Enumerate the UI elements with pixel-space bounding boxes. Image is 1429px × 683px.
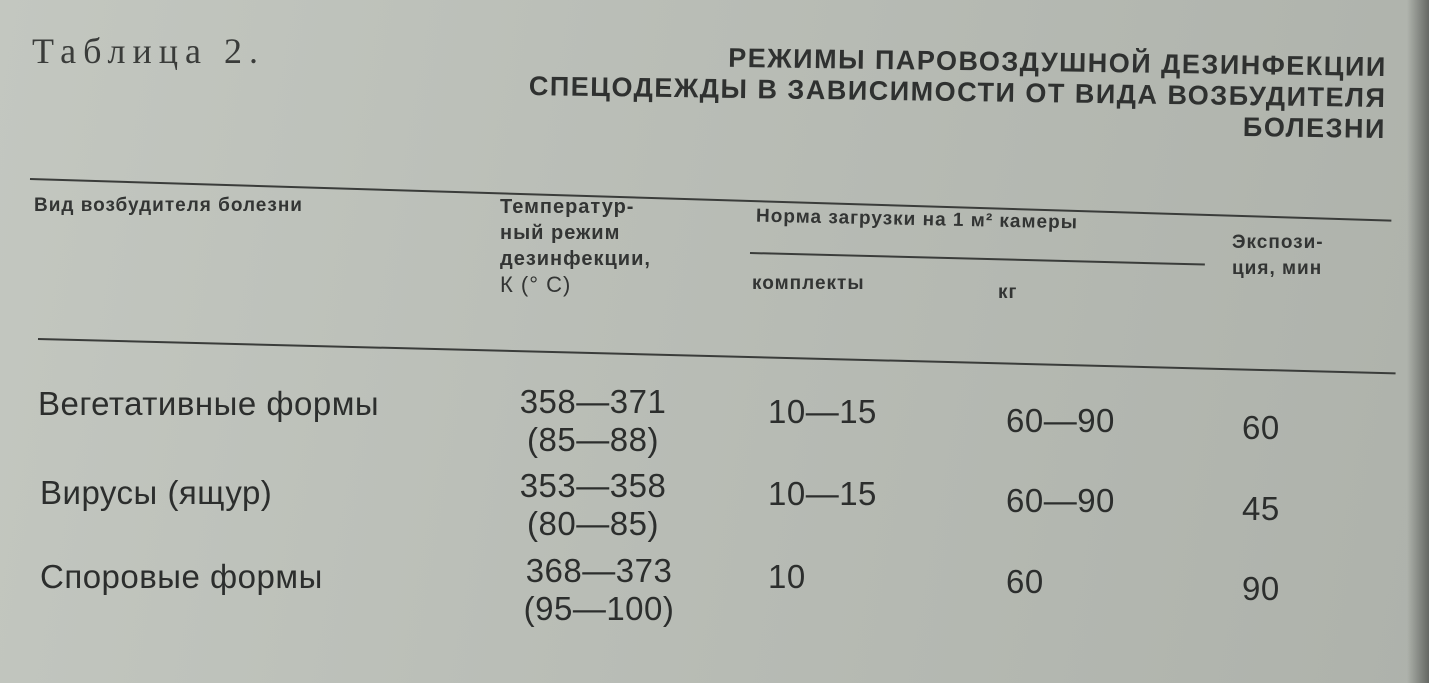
table-label: Таблица 2. bbox=[32, 31, 265, 71]
row-1-temperature bbox=[488, 383, 698, 459]
table-title bbox=[406, 38, 1387, 145]
row-2-exposure: 45 bbox=[1242, 490, 1280, 527]
title-line-3: БОЛЕЗНИ bbox=[1242, 111, 1387, 144]
row-3-kg: 60 bbox=[1006, 563, 1044, 600]
header-exposure-line-1: Экспози- bbox=[1232, 232, 1324, 253]
row-1-temp-c: (85—88) bbox=[527, 421, 659, 458]
header-temperature-line-3: дезинфекции, bbox=[500, 248, 651, 270]
row-1-sets: 10—15 bbox=[768, 393, 877, 430]
row-1-kg: 60—90 bbox=[1006, 402, 1115, 439]
row-3-pathogen: Споровые формы bbox=[40, 558, 323, 595]
title-line-1: РЕЖИМЫ ПАРОВОЗДУШНОЙ ДЕЗИНФЕКЦИИ bbox=[728, 42, 1387, 82]
header-temperature-line-1: Температур- bbox=[500, 196, 635, 218]
row-2-sets: 10—15 bbox=[768, 475, 877, 512]
row-1-temp-k: 358—371 bbox=[519, 383, 667, 420]
row-1-exposure: 60 bbox=[1242, 409, 1280, 446]
row-3-temp-c: (95—100) bbox=[523, 590, 675, 627]
title-line-2: СПЕЦОДЕЖДЫ В ЗАВИСИМОСТИ ОТ ВИДА ВОЗБУДИТЕЛЯ bbox=[528, 71, 1387, 113]
header-sets: комплекты bbox=[752, 273, 865, 294]
row-1-pathogen: Вегетативные формы bbox=[38, 385, 380, 422]
header-exposure-line-2: ция, мин bbox=[1232, 258, 1323, 279]
header-temperature bbox=[500, 194, 651, 298]
row-2-temp-k: 353—358 bbox=[519, 467, 667, 504]
row-2-temp-c: (80—85) bbox=[527, 505, 659, 542]
page-edge-shadow bbox=[1407, 0, 1429, 683]
row-2-pathogen: Вирусы (ящур) bbox=[40, 474, 273, 511]
header-exposure bbox=[1232, 230, 1324, 282]
row-3-temperature bbox=[494, 552, 704, 628]
header-temperature-line-4: К (° С) bbox=[500, 272, 572, 297]
row-3-exposure: 90 bbox=[1242, 570, 1280, 607]
header-kg: кг bbox=[998, 282, 1018, 303]
row-2-temperature bbox=[488, 467, 698, 543]
header-pathogen: Вид возбудителя болезни bbox=[34, 195, 303, 216]
row-3-temp-k: 368—373 bbox=[525, 552, 673, 589]
row-2-kg: 60—90 bbox=[1006, 482, 1115, 519]
header-temperature-line-2: ный режим bbox=[500, 222, 621, 244]
header-load-norm: Норма загрузки на 1 м² камеры bbox=[755, 205, 1079, 234]
row-3-sets: 10 bbox=[768, 558, 806, 595]
